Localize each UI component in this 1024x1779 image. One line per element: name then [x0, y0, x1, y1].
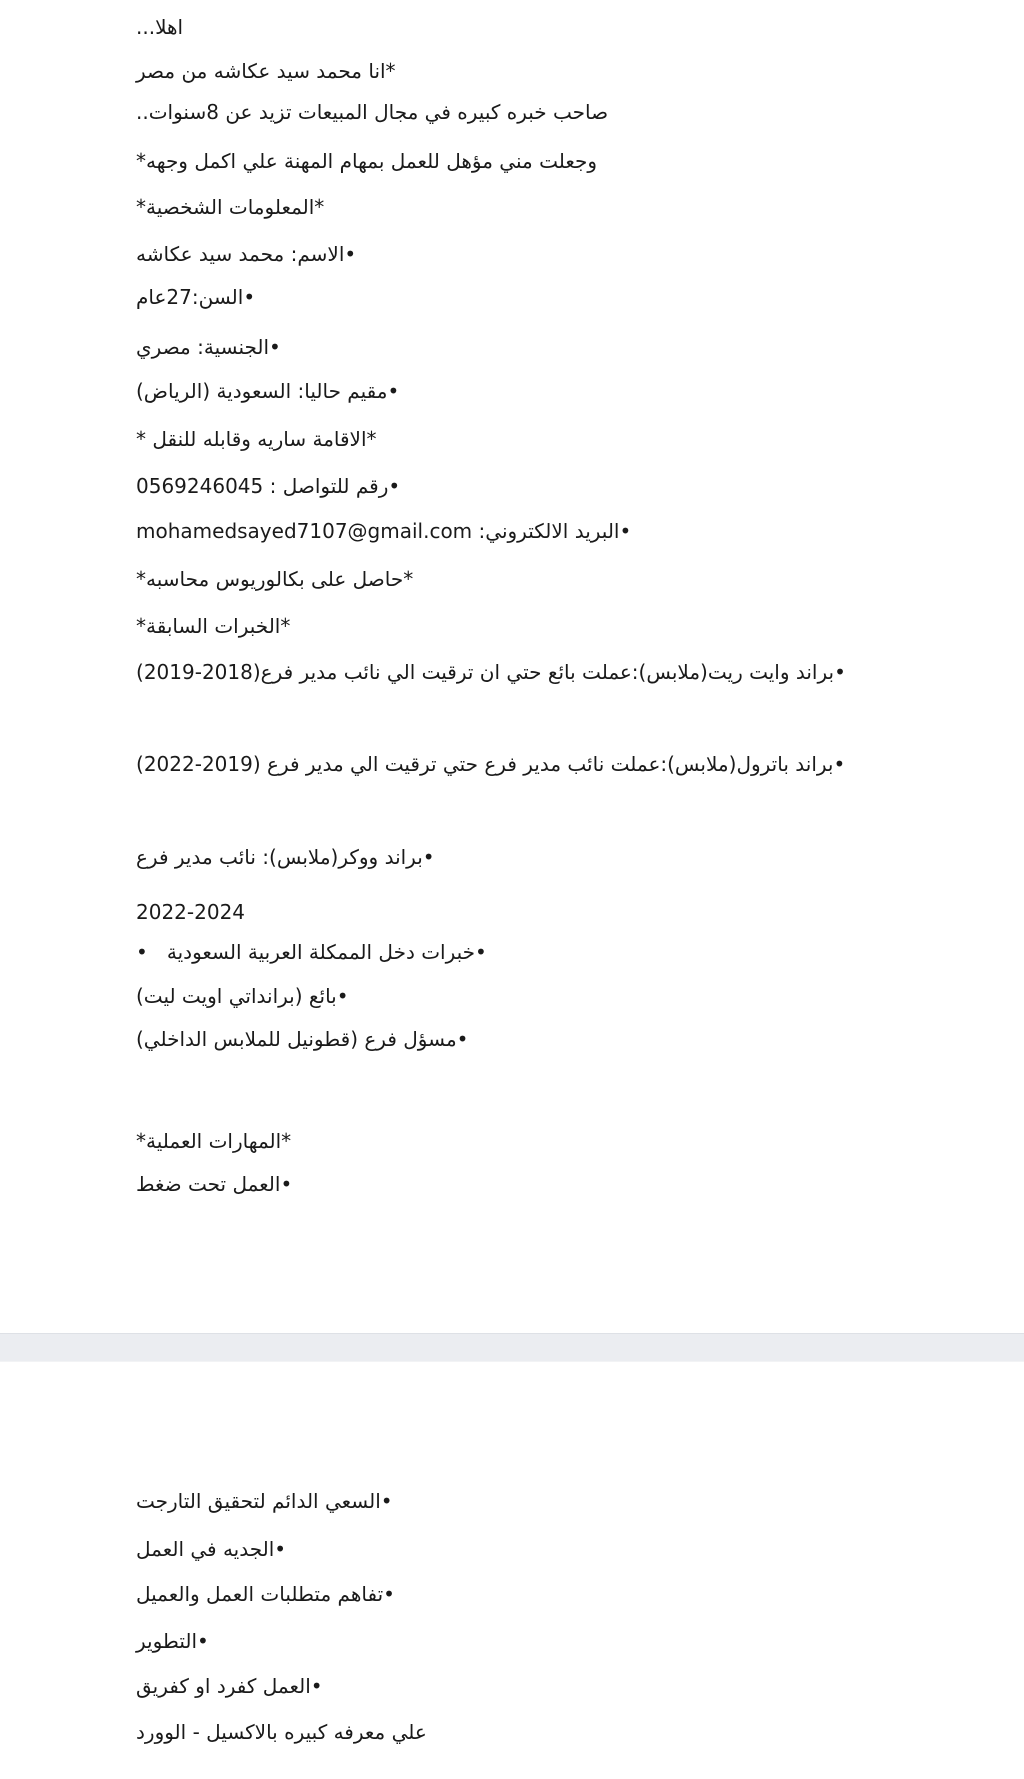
- text-line-email: •البريد الالكتروني: mohamedsayed7107@gmail.com: [136, 519, 632, 543]
- text-line-skill: •السعي الدائم لتحقيق التارجت: [136, 1489, 393, 1513]
- text-line-skill: علي معرفه كبيره بالاكسيل - الوورد: [136, 1720, 427, 1744]
- text-line-experience-2: •براند باترول(ملابس):عملت نائب مدير فرع حتي ترقيت الي مدير فرع (2019-2022): [136, 752, 846, 776]
- text-line-ksa-experience: •خبرات دخل الممكلة العربية السعودية •: [136, 940, 487, 964]
- text-line-experience-3-dates: 2022-2024: [136, 900, 246, 924]
- text-line-age: •السن:27عام: [136, 285, 256, 309]
- text-line: صاحب خبره كبيره في مجال المبيعات تزيد عن 8سنوات..: [136, 100, 609, 124]
- text-line-experience-3: •براند ووكر(ملابس): نائب مدير فرع: [136, 845, 435, 869]
- section-heading-experience: *الخبرات السابقة*: [136, 614, 291, 638]
- text-line-residence: •مقيم حاليا: السعودية (الرياض): [136, 379, 400, 403]
- text-line: وجعلت مني مؤهل للعمل بمهام المهنة علي اكمل وجهه*: [136, 149, 598, 173]
- text-line: *انا محمد سيد عكاشه من مصر: [136, 59, 396, 83]
- text-line-experience-1: •براند وايت ريت(ملابس):عملت بائع حتي ان ترقيت الي نائب مدير فرع(2018-2019): [136, 660, 846, 684]
- text-line-skill: •العمل تحت ضغط: [136, 1172, 293, 1196]
- text-line-skill: •تفاهم متطلبات العمل والعميل: [136, 1582, 395, 1606]
- text-line-degree: *حاصل على بكالوريوس محاسبه*: [136, 567, 414, 591]
- text-line: اهلا...: [136, 15, 184, 39]
- section-divider: [0, 1333, 1024, 1362]
- text-line-ksa-experience-2: •مسؤل فرع (قطونيل للملابس الداخلي): [136, 1027, 469, 1051]
- text-line-iqama: *الاقامة ساريه وقابله للنقل *: [136, 427, 377, 451]
- text-line-skill: •التطوير: [136, 1629, 209, 1653]
- section-heading-skills: *المهارات العملية*: [136, 1129, 292, 1153]
- text-line-nationality: •الجنسية: مصري: [136, 335, 281, 359]
- text-line-phone: •رقم للتواصل : 0569246045: [136, 474, 401, 498]
- section-heading-personal-info: *المعلومات الشخصية*: [136, 195, 325, 219]
- text-line-skill: •الجديه في العمل: [136, 1537, 287, 1561]
- text-line-ksa-experience-1: •بائع (برانداتي اويت ليت): [136, 984, 349, 1008]
- text-line-skill: •العمل كفرد او كفريق: [136, 1674, 323, 1698]
- text-line-name: •الاسم: محمد سيد عكاشه: [136, 242, 357, 266]
